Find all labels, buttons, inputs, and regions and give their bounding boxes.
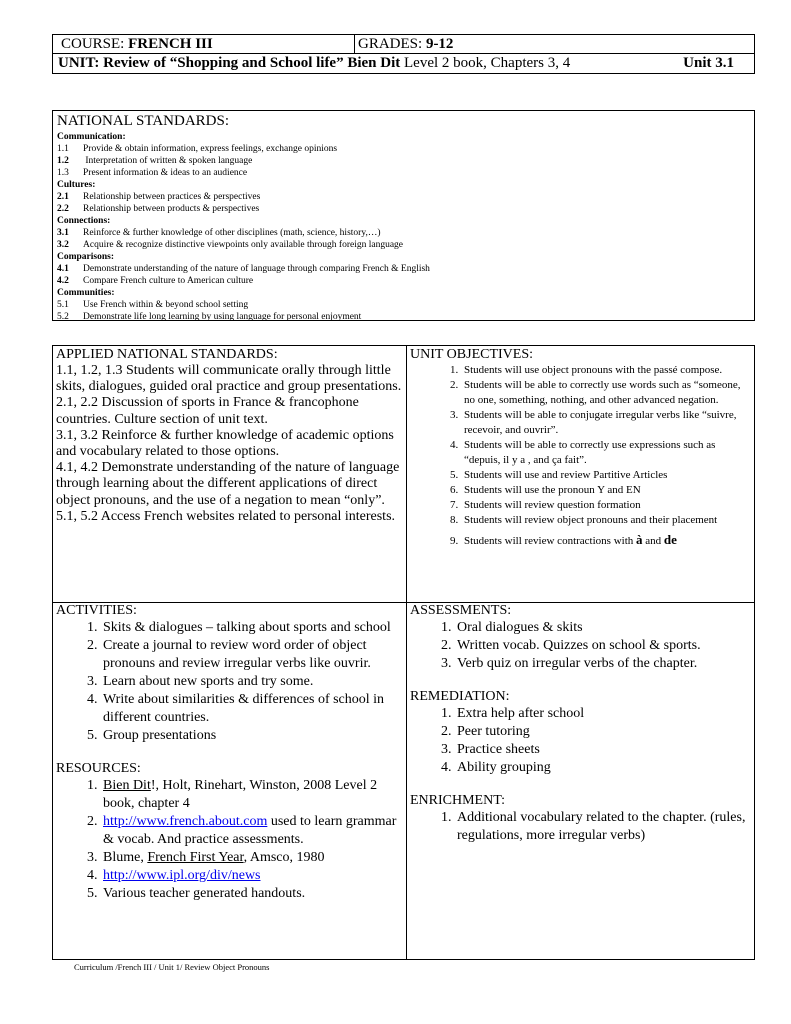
assessments-cell: [410, 603, 754, 845]
resource-item: [101, 849, 402, 867]
ipl-news-link[interactable]: http://www.ipl.org/div/news: [103, 868, 261, 883]
enrichment-list: [410, 809, 754, 845]
resources-list: [56, 777, 402, 903]
standard-item: [57, 239, 750, 251]
book-title: Bien Dit: [347, 55, 401, 71]
standard-item: [57, 299, 750, 311]
contraction-de: de: [663, 532, 677, 547]
unit-line: [58, 54, 570, 73]
objective-and-text: and: [642, 535, 664, 547]
standard-item: [57, 275, 750, 287]
unit-objectives-title: UNIT OBJECTIVES:: [410, 347, 534, 362]
standard-text: Interpretation of written & spoken language: [83, 156, 253, 166]
assessment-item: 1. Oral dialogues & skits: [455, 619, 754, 637]
standard-text: Demonstrate life long learning by using language for personal enjoyment: [83, 312, 362, 322]
unit-title: UNIT: Review of “Shopping and School life”: [58, 55, 344, 71]
assessment-item: 3. Verb quiz on irregular verbs of the chapter.: [455, 655, 754, 673]
standard-number: 5.2: [57, 312, 69, 322]
standard-item: [57, 191, 750, 203]
resource-item: 5. Various teacher generated handouts.: [101, 885, 402, 903]
standard-item: [57, 167, 750, 179]
national-standards-title: NATIONAL STANDARDS:: [57, 113, 229, 129]
unit-number: Unit 3.1: [683, 55, 734, 71]
remediation-item: 4. Ability grouping: [455, 759, 754, 777]
objectives-list: [410, 363, 754, 549]
standard-number: 1.3: [57, 168, 69, 178]
objective-item: 8. Students will review object pronouns and their placement: [461, 513, 754, 528]
standard-number: 4.2: [57, 276, 69, 286]
applied-standard-2: 2.1, 2.2 Discussion of sports in France & francophone countries. Culture section of unit text.: [56, 395, 359, 427]
standard-number: 4.1: [57, 264, 69, 274]
applied-standards-cell: [56, 347, 402, 525]
activities-resources-cell: [56, 603, 402, 903]
grades-label: GRADES:: [358, 36, 423, 52]
resource-author: Blume,: [103, 850, 148, 865]
activity-item: 2. Create a journal to review word order of object pronouns and review irregular verbs like ouvrir.: [101, 637, 402, 673]
applied-standard-3: 3.1, 3.2 Reinforce & further knowledge of academic options and vocabulary related to those options.: [56, 427, 394, 460]
resource-publisher: , Amsco, 1980: [243, 850, 325, 865]
remediation-item: 1. Extra help after school: [455, 705, 754, 723]
resource-book-title: Bien Dit: [103, 778, 151, 793]
objective-contractions-text: Students will review contractions with: [464, 535, 636, 547]
resources-title: RESOURCES:: [56, 761, 141, 776]
assessments-title: ASSESSMENTS:: [410, 603, 512, 618]
standard-text: Use French within & beyond school setting: [83, 300, 249, 310]
grades-value: 9-12: [425, 36, 454, 52]
standard-text: Acquire & recognize distinctive viewpoints only available through foreign language: [83, 240, 403, 250]
resource-book-title: French First Year: [147, 850, 244, 865]
objective-item: 5. Students will use and review Partitive Articles: [461, 468, 754, 483]
enrichment-title: ENRICHMENT:: [410, 793, 505, 808]
standard-text: Present information & ideas to an audience: [83, 168, 248, 178]
national-standards-list: [57, 131, 750, 323]
book-chapters: Level 2 book, Chapters 3, 4: [404, 55, 571, 71]
header-row-course: [53, 35, 754, 54]
activities-title: ACTIVITIES:: [56, 603, 137, 618]
resource-item: [101, 867, 402, 885]
enrichment-item: 1. Additional vocabulary related to the chapter. (rules, regulations, more irregular verbs): [455, 809, 754, 845]
standards-category: Communication:: [57, 132, 126, 142]
course-value: FRENCH III: [128, 36, 213, 52]
standard-item: [57, 311, 750, 323]
standard-text: Provide & obtain information, express feelings, exchange opinions: [83, 144, 338, 154]
remediation-item: 2. Peer tutoring: [455, 723, 754, 741]
header-divider: [354, 35, 355, 53]
resource-item: [101, 813, 402, 849]
applied-standard-1: 1.1, 1.2, 1.3 Students will communicate orally through little skits, dialogues, guided oral practice and group presentations.: [56, 363, 402, 395]
remediation-title: REMEDIATION:: [410, 689, 510, 704]
national-standards-box: [52, 110, 755, 321]
resource-link-description: used to learn grammar & vocab. And practice assessments.: [103, 814, 397, 847]
french-about-link[interactable]: http://www.french.about.com: [103, 814, 268, 829]
page-footer: Curriculum /French III / Unit 1/ Review Object Pronouns: [74, 962, 270, 972]
standard-number: 3.1: [57, 228, 69, 238]
standard-item: [57, 203, 750, 215]
header-table: [52, 34, 755, 74]
column-divider: [406, 346, 407, 959]
objective-item: 1. Students will use object pronouns with the passé compose.: [461, 363, 754, 378]
applied-standards-title: APPLIED NATIONAL STANDARDS:: [56, 347, 278, 362]
activities-list: [56, 619, 402, 745]
standard-item: [57, 263, 750, 275]
standard-number: 1.1: [57, 144, 69, 154]
resource-book-details: !, Holt, Rinehart, Winston, 2008 Level 2 book, chapter 4: [103, 778, 378, 811]
standards-category: Connections:: [57, 216, 111, 226]
standards-category: Cultures:: [57, 180, 96, 190]
activity-item: 3. Learn about new sports and try some.: [101, 673, 402, 691]
objective-item: [461, 532, 754, 549]
standard-number: 1.2: [57, 156, 69, 166]
assessment-item: 2. Written vocab. Quizzes on school & sports.: [455, 637, 754, 655]
standard-item: [57, 143, 750, 155]
course-label: COURSE:: [61, 36, 125, 52]
contraction-a: à: [636, 532, 643, 547]
applied-standard-5: 5.1, 5.2 Access French websites related to personal interests.: [56, 508, 396, 524]
standards-category: Comparisons:: [57, 252, 115, 262]
standard-text: Compare French culture to American culture: [83, 276, 254, 286]
objective-item: 7. Students will review question formation: [461, 498, 754, 513]
activity-item: 5. Group presentations: [101, 727, 402, 745]
standard-text: Demonstrate understanding of the nature of language through comparing French & English: [83, 264, 430, 274]
course-cell: [61, 35, 213, 53]
standard-number: 3.2: [57, 240, 69, 250]
remediation-item: 3. Practice sheets: [455, 741, 754, 759]
standard-number: 5.1: [57, 300, 69, 310]
standard-number: 2.2: [57, 204, 69, 214]
activity-item: 4. Write about similarities & differences of school in different countries.: [101, 691, 402, 727]
activity-item: 1. Skits & dialogues – talking about sports and school: [101, 619, 402, 637]
applied-standard-4: 4.1, 4.2 Demonstrate understanding of the nature of language through learning about the different applications of direct object pronouns, and the use of a negation to mean “only”.: [56, 460, 400, 508]
objective-item: 6. Students will use the pronoun Y and EN: [461, 483, 754, 498]
standard-text: Relationship between products & perspectives: [83, 204, 260, 214]
standard-text: Relationship between practices & perspectives: [83, 192, 261, 202]
resource-item: [101, 777, 402, 813]
standards-category: Communities:: [57, 288, 115, 298]
remediation-list: [410, 705, 754, 777]
objective-item: 4. Students will be able to correctly use expressions such as “depuis, il y a , and ça fait”.: [461, 438, 754, 468]
objective-item: 3. Students will be able to conjugate irregular verbs like “suivre, recevoir, and ouvrir”.: [461, 408, 754, 438]
objective-item: 2. Students will be able to correctly use words such as “someone, no one, something, nothing, and other advanced negation.: [461, 378, 754, 408]
unit-plan-table: [52, 345, 755, 960]
grades-cell: [358, 35, 453, 53]
assessments-list: [410, 619, 754, 673]
standard-number: 2.1: [57, 192, 69, 202]
standard-item: [57, 155, 750, 167]
unit-objectives-cell: [410, 347, 754, 549]
standard-item: [57, 227, 750, 239]
standard-text: Reinforce & further knowledge of other disciplines (math, science, history,…): [83, 228, 381, 238]
